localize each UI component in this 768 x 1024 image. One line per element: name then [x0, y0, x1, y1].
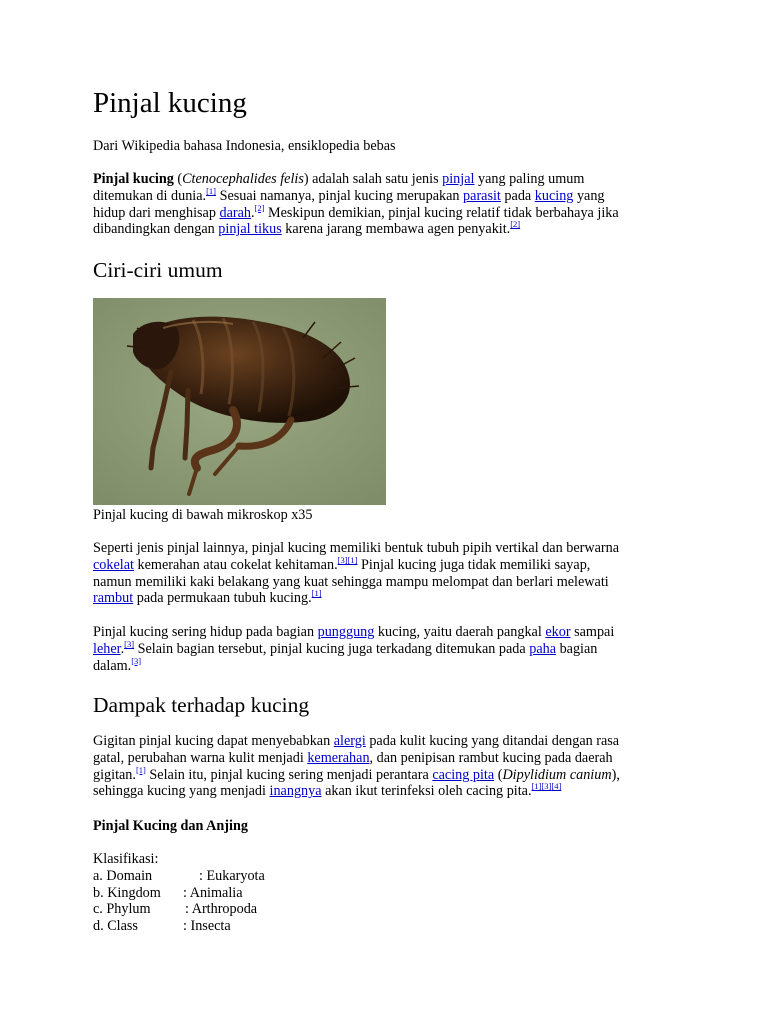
section-heading-ciri: Ciri-ciri umum	[93, 258, 223, 282]
flea-icon	[93, 298, 386, 505]
link-darah[interactable]: darah	[219, 204, 251, 221]
section-heading-dampak: Dampak terhadap kucing	[93, 693, 310, 717]
link-paha[interactable]: paha	[529, 640, 557, 657]
intro-paragraph	[93, 171, 693, 238]
link-inangnya[interactable]: inangnya	[269, 783, 322, 800]
klasifikasi-block	[93, 851, 693, 935]
klasifikasi-row: d. Class : Insecta	[93, 918, 231, 935]
klasifikasi-row: b. Kingdom : Animalia	[93, 884, 243, 901]
paragraph-line: cokelat kemerahan atau cokelat kehitaman.[3][1] Pinjal kucing juga tidak memiliki sayap,	[93, 554, 591, 573]
scientific-name: Dipylidium canium	[502, 766, 612, 783]
intro-line: ditemukan di dunia.[1] Sesuai namanya, pinjal kucing merupakan parasit pada kucing yang	[93, 185, 605, 204]
paragraph-line: namun memiliki kaki belakang yang kuat sehingga mampu melompat dan berlari melewati	[93, 573, 609, 590]
klasifikasi-row: c. Phylum : Arthropoda	[93, 901, 258, 918]
link-rambut[interactable]: rambut	[93, 590, 134, 607]
link-pinjal[interactable]: pinjal	[442, 171, 475, 187]
page-title: Pinjal kucing	[93, 87, 247, 119]
ref-link[interactable]: [2]	[254, 202, 265, 213]
ref-link[interactable]: [3]	[337, 554, 348, 565]
photo-caption: Pinjal kucing di bawah mikroskop x35	[93, 507, 313, 523]
link-leher[interactable]: leher	[93, 640, 121, 657]
bold-term: Pinjal kucing	[93, 171, 174, 187]
ref-link[interactable]: [1]	[531, 781, 542, 792]
link-pinjal-tikus[interactable]: pinjal tikus	[218, 221, 282, 238]
ref-link[interactable]: [1]	[135, 764, 146, 775]
scientific-name: Ctenocephalides felis	[182, 171, 304, 187]
link-parasit[interactable]: parasit	[463, 187, 501, 204]
ref-link[interactable]: [1]	[347, 554, 358, 565]
link-kucing[interactable]: kucing	[534, 187, 574, 204]
ref-link[interactable]: [3]	[124, 638, 135, 649]
klasifikasi-label: Klasifikasi:	[93, 851, 159, 867]
tagline: Dari Wikipedia bahasa Indonesia, ensiklopedia bebas	[93, 138, 396, 154]
ciri-paragraph-1	[93, 540, 693, 607]
paragraph-line: rambut pada permukaan tubuh kucing.[1]	[93, 588, 322, 607]
dampak-paragraph	[93, 733, 693, 800]
intro-line: dibandingkan dengan pinjal tikus karena jarang membawa agen penyakit.[2]	[93, 219, 521, 238]
link-ekor[interactable]: ekor	[545, 624, 571, 640]
link-cacing-pita[interactable]: cacing pita	[432, 766, 495, 783]
ref-link[interactable]: [3]	[131, 655, 142, 666]
ref-link[interactable]: [3]	[541, 781, 552, 792]
paragraph-line: Pinjal kucing sering hidup pada bagian punggung kucing, yaitu daerah pangkal ekor sampai	[93, 624, 615, 640]
ref-link[interactable]: [1]	[206, 185, 217, 196]
ref-link[interactable]: [1]	[311, 588, 322, 599]
intro-line: hidup dari menghisap darah.[2] Meskipun demikian, pinjal kucing relatif tidak berbahaya jika	[93, 202, 619, 221]
paragraph-line: leher.[3] Selain bagian tersebut, pinjal kucing juga terkadang ditemukan pada paha bagian	[93, 638, 598, 657]
link-kemerahan[interactable]: kemerahan	[307, 749, 370, 766]
paragraph-line: gatal, perubahan warna kulit menjadi kemerahan, dan penipisan rambut kucing pada daerah	[93, 749, 613, 766]
link-alergi[interactable]: alergi	[333, 733, 366, 749]
ref-link[interactable]: [4]	[551, 781, 562, 792]
subheading-pinjal-kucing-anjing: Pinjal Kucing dan Anjing	[93, 818, 248, 834]
link-punggung[interactable]: punggung	[317, 624, 375, 640]
paragraph-line: dalam.[3]	[93, 655, 142, 674]
paragraph-line: sehingga kucing yang menjadi inangnya akan ikut terinfeksi oleh cacing pita.[1][3][4]	[93, 781, 562, 800]
klasifikasi-row: a. Domain : Eukaryota	[93, 867, 265, 884]
flea-photo	[93, 298, 386, 505]
intro-line: Pinjal kucing (Ctenocephalides felis) adalah salah satu jenis pinjal yang paling umum	[93, 171, 585, 187]
link-cokelat[interactable]: cokelat	[93, 556, 134, 573]
ref-link[interactable]: [2]	[510, 219, 521, 230]
paragraph-line: Seperti jenis pinjal lainnya, pinjal kucing memiliki bentuk tubuh pipih vertikal dan berwarna	[93, 540, 619, 556]
paragraph-line: Gigitan pinjal kucing dapat menyebabkan alergi pada kulit kucing yang ditandai dengan rasa	[93, 733, 620, 749]
paragraph-line: gigitan.[1] Selain itu, pinjal kucing sering menjadi perantara cacing pita (Dipylidium canium),	[93, 764, 620, 783]
ciri-paragraph-2	[93, 624, 693, 674]
